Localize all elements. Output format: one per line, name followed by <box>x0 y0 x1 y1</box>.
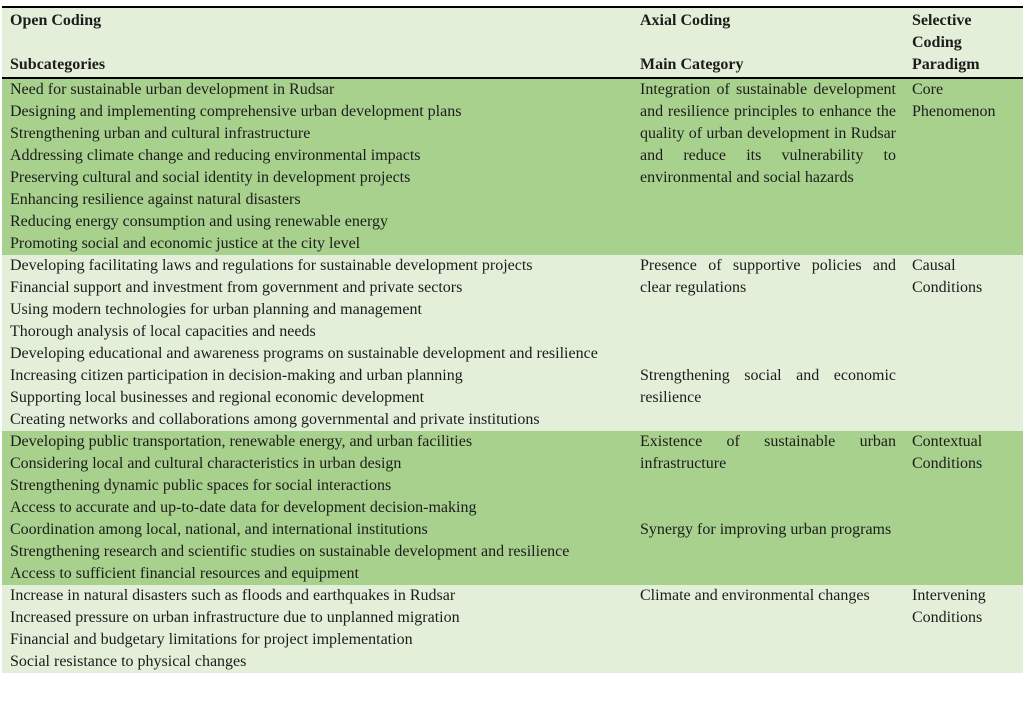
header-cell-axial-coding <box>634 8 910 77</box>
table-band <box>2 79 1023 255</box>
header-cell-selective-coding <box>910 8 1023 77</box>
header-group-open-coding: Open Coding <box>10 12 102 29</box>
subcategories-cell <box>2 255 634 365</box>
coding-table <box>2 6 1023 673</box>
subcategory-item: Strengthening dynamic public spaces for social interactions <box>10 477 392 494</box>
subcategory-item: Need for sustainable urban development in Rudsar <box>10 81 335 98</box>
table-body <box>2 79 1023 673</box>
paradigm-cell: Core Phenomenon <box>912 81 996 120</box>
header-group-axial-coding: Axial Coding <box>640 12 731 29</box>
subcategory-item: Financial support and investment from government and private sectors <box>10 279 463 296</box>
main-category-cell: Synergy for improving urban programs <box>640 521 892 538</box>
subcategory-item: Promoting social and economic justice at the city level <box>10 235 361 252</box>
main-category-cell: Existence of sustainable urban infrastructure <box>640 433 896 472</box>
subcategory-item: Supporting local businesses and regional economic development <box>10 389 425 406</box>
subcategories-cell <box>2 431 634 519</box>
subcategory-item: Thorough analysis of local capacities and needs <box>10 323 316 340</box>
subcategory-item: Access to sufficient financial resources and equipment <box>10 565 359 582</box>
paradigm-cell: Contextual Conditions <box>912 433 983 472</box>
subcategory-item: Social resistance to physical changes <box>10 653 247 670</box>
subcategory-item: Financial and budgetary limitations for project implementation <box>10 631 413 648</box>
table-band <box>2 431 1023 585</box>
main-category-cell: Strengthening social and economic resilience <box>640 367 896 406</box>
subcategory-item: Strengthening urban and cultural infrastructure <box>10 125 311 142</box>
header-cell-open-coding <box>2 8 634 77</box>
paradigm-cell: Intervening Conditions <box>912 587 986 626</box>
subcategory-item: Coordination among local, national, and international institutions <box>10 521 428 538</box>
subcategory-item: Addressing climate change and reducing environmental impacts <box>10 147 421 164</box>
header-label-main-category: Main Category <box>640 56 744 73</box>
subcategory-item: Enhancing resilience against natural disasters <box>10 191 301 208</box>
subcategory-item: Considering local and cultural characteristics in urban design <box>10 455 402 472</box>
subcategory-item: Increase in natural disasters such as floods and earthquakes in Rudsar <box>10 587 456 604</box>
subcategory-item: Strengthening research and scientific studies on sustainable development and resilience <box>10 543 570 560</box>
table-band <box>2 255 1023 431</box>
main-category-cell: Climate and environmental changes <box>640 587 870 604</box>
subcategory-item: Increasing citizen participation in decision-making and urban planning <box>10 367 463 384</box>
main-category-cell: Integration of sustainable development and resilience principles to enhance the quality of urban development in Rudsar and reduce its vulnerability to environmental and social hazards <box>640 81 896 186</box>
subcategory-item: Access to accurate and up-to-date data for development decision-making <box>10 499 477 516</box>
subcategory-item: Increased pressure on urban infrastructure due to unplanned migration <box>10 609 460 626</box>
paradigm-cell: Causal Conditions <box>912 257 983 296</box>
subcategory-item: Designing and implementing comprehensive urban development plans <box>10 103 462 120</box>
subcategory-item: Developing educational and awareness programs on sustainable development and resilience <box>10 345 598 362</box>
subcategories-cell <box>2 365 634 431</box>
subcategory-item: Using modern technologies for urban planning and management <box>10 301 422 318</box>
subcategory-item: Preserving cultural and social identity in development projects <box>10 169 411 186</box>
subcategory-item: Developing public transportation, renewable energy, and urban facilities <box>10 433 473 450</box>
header-group-selective-coding: Selective Coding <box>912 12 972 51</box>
header-label-paradigm: Paradigm <box>912 56 980 73</box>
main-category-cell: Presence of supportive policies and clear regulations <box>640 257 896 296</box>
table-header <box>2 8 1023 79</box>
subcategories-cell <box>2 79 634 255</box>
subcategories-cell <box>2 519 634 585</box>
header-label-subcategories: Subcategories <box>10 56 106 73</box>
table-band <box>2 585 1023 673</box>
subcategory-item: Developing facilitating laws and regulations for sustainable development projects <box>10 257 533 274</box>
subcategory-item: Reducing energy consumption and using renewable energy <box>10 213 388 230</box>
subcategory-item: Creating networks and collaborations among governmental and private institutions <box>10 411 540 428</box>
subcategories-cell <box>2 585 634 673</box>
